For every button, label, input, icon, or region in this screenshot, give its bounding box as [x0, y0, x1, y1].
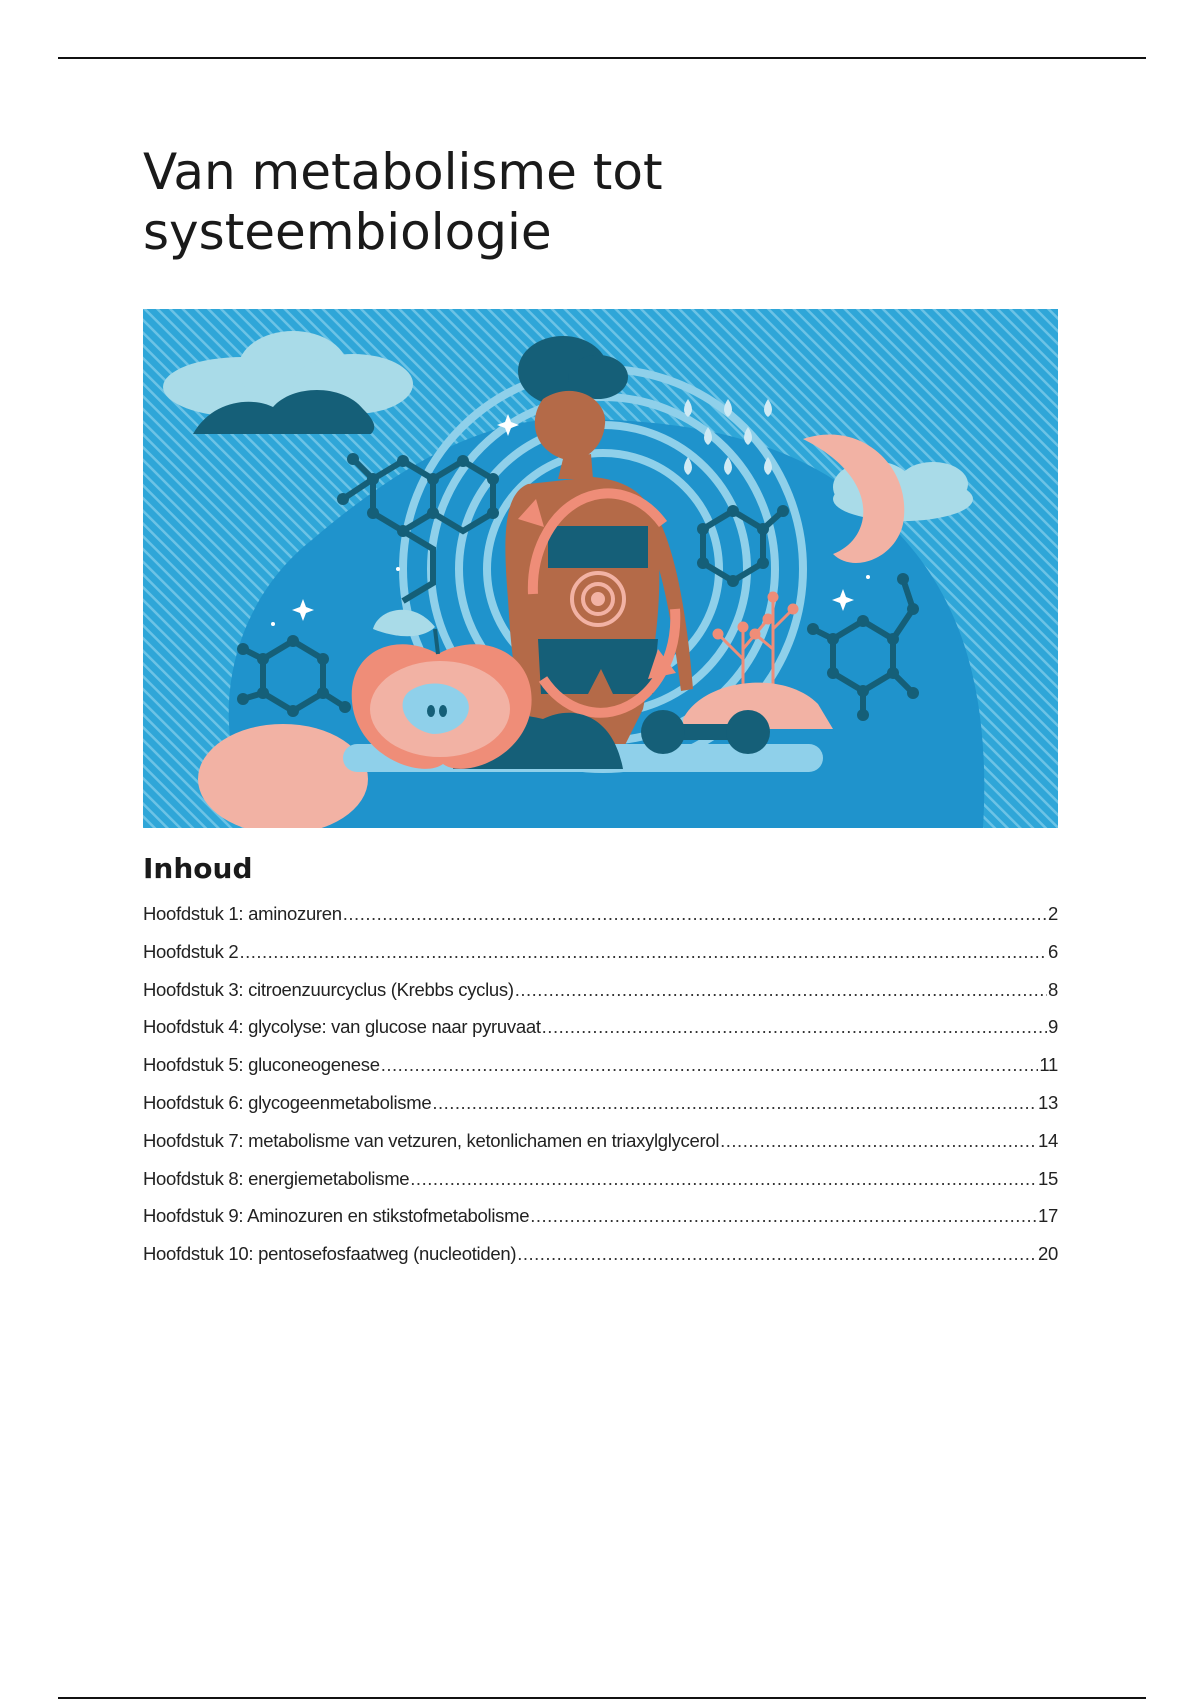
- toc-entry-label: Hoofdstuk 10: pentosefosfaatweg (nucleotiden): [143, 1243, 517, 1265]
- cover-illustration: [143, 309, 1058, 828]
- toc-leader-dots: [517, 1243, 1037, 1265]
- toc-leader-dots: [542, 1016, 1047, 1038]
- toc-entry-page: 15: [1038, 1167, 1058, 1189]
- toc-leader-dots: [720, 1130, 1037, 1152]
- toc-entry-page: 6: [1048, 940, 1058, 962]
- toc-entry[interactable]: [143, 1092, 1058, 1130]
- metabolism-illustration: [143, 309, 1058, 828]
- toc-entry-label: Hoofdstuk 7: metabolisme van vetzuren, ketonlichamen en triaxylglycerol: [143, 1129, 720, 1151]
- toc-entry[interactable]: [143, 1168, 1058, 1206]
- footer-rule: [58, 1697, 1146, 1699]
- toc-entry[interactable]: [143, 1243, 1058, 1281]
- toc-heading: Inhoud: [143, 852, 253, 885]
- toc-entry[interactable]: [143, 941, 1058, 979]
- toc-leader-dots: [343, 903, 1047, 925]
- toc-leader-dots: [530, 1205, 1037, 1227]
- toc-leader-dots: [432, 1092, 1037, 1114]
- title-line: Van metabolisme tot: [143, 143, 663, 201]
- toc-entry[interactable]: [143, 1054, 1058, 1092]
- toc-entry-page: 13: [1038, 1091, 1058, 1113]
- table-of-contents: [143, 903, 1058, 1281]
- document-title: [143, 142, 943, 262]
- toc-entry[interactable]: [143, 979, 1058, 1017]
- toc-entry-label: Hoofdstuk 9: Aminozuren en stikstofmetabolisme: [143, 1205, 530, 1227]
- toc-entry-page: 14: [1038, 1129, 1058, 1151]
- toc-entry[interactable]: [143, 1205, 1058, 1243]
- toc-entry-label: Hoofdstuk 8: energiemetabolisme: [143, 1167, 410, 1189]
- toc-entry-page: 2: [1048, 903, 1058, 924]
- header-rule: [58, 57, 1146, 59]
- toc-entry-page: 11: [1039, 1054, 1058, 1076]
- toc-entry-page: 9: [1048, 1016, 1058, 1038]
- toc-entry-page: 20: [1038, 1243, 1058, 1265]
- toc-leader-dots: [515, 979, 1047, 1001]
- toc-entry-label: Hoofdstuk 4: glycolyse: van glucose naar pyruvaat: [143, 1016, 541, 1038]
- toc-leader-dots: [239, 941, 1047, 963]
- toc-entry-page: 17: [1038, 1205, 1058, 1227]
- toc-entry-label: Hoofdstuk 1: aminozuren: [143, 903, 342, 924]
- toc-entry[interactable]: [143, 1016, 1058, 1054]
- toc-leader-dots: [381, 1054, 1039, 1076]
- toc-entry-label: Hoofdstuk 6: glycogeenmetabolisme: [143, 1091, 432, 1113]
- toc-leader-dots: [410, 1168, 1037, 1190]
- toc-entry-label: Hoofdstuk 5: gluconeogenese: [143, 1054, 380, 1076]
- toc-entry-label: Hoofdstuk 3: citroenzuurcyclus (Krebbs cyclus): [143, 978, 514, 1000]
- title-line: systeembiologie: [143, 203, 552, 261]
- toc-entry-page: 8: [1048, 978, 1058, 1000]
- toc-entry-label: Hoofdstuk 2: [143, 940, 239, 962]
- toc-entry[interactable]: [143, 903, 1058, 941]
- toc-entry[interactable]: [143, 1130, 1058, 1168]
